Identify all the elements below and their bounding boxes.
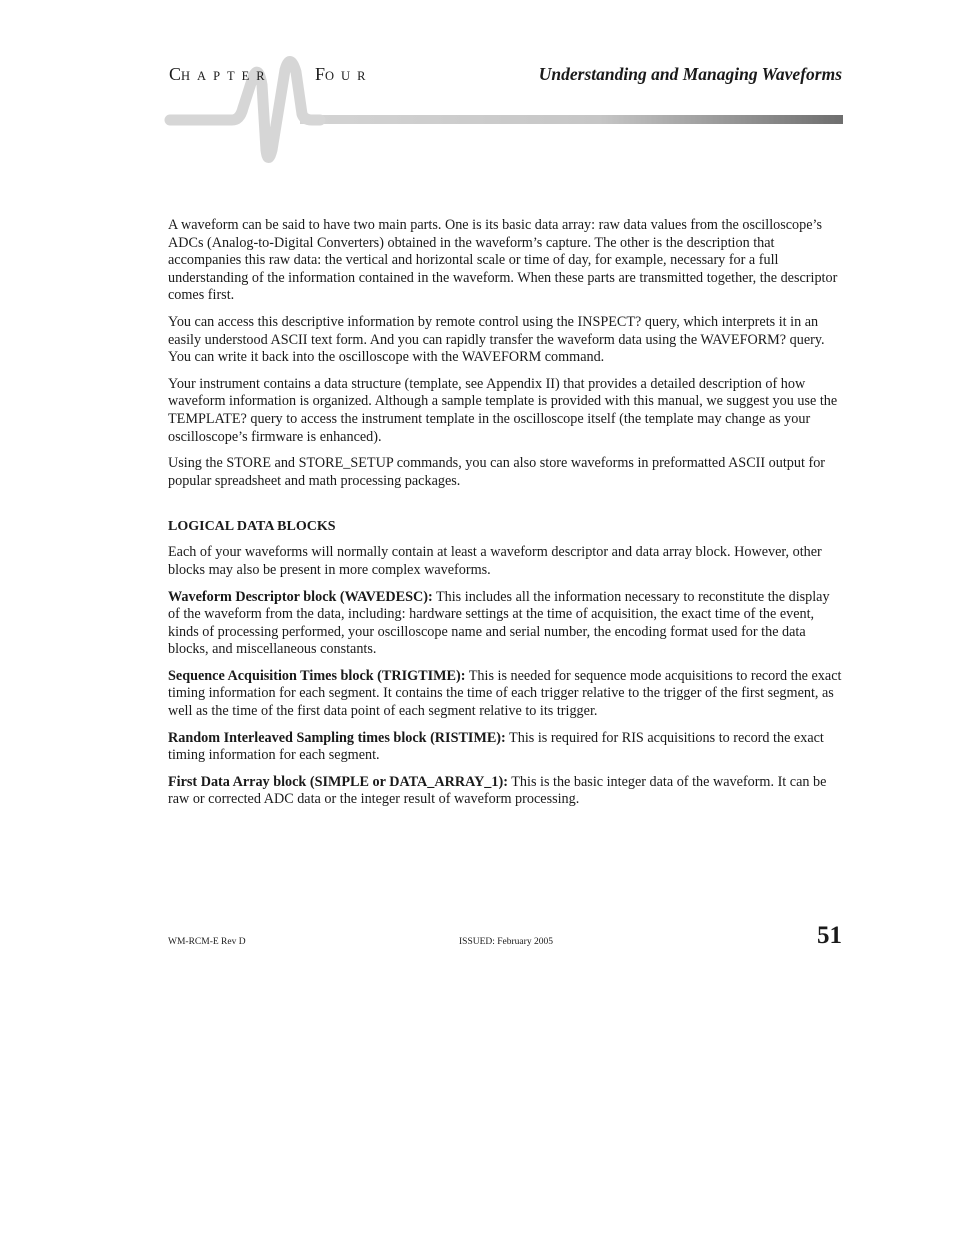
waveform-logo-graphic <box>0 0 954 190</box>
block-term: Waveform Descriptor block (WAVEDESC): <box>168 588 433 605</box>
footer-document-id: WM-RCM-E Rev D <box>168 937 246 947</box>
block-term: Sequence Acquisition Times block (TRIGTIME): <box>168 667 466 684</box>
block-text: This is required for RIS acquisitions to record the exact timing information for each segment. <box>168 729 824 764</box>
block-description-trigtime <box>168 668 844 721</box>
chapter-word2-initial: F <box>315 64 326 84</box>
block-text: This includes all the information necessary to reconstitute the display of the waveform from the data, including: hardware settings at the time of acquisition, the exact time of the event, kinds of processing performed, your oscilloscope name and serial number, the encoding format used for the data blocks, and miscellaneous constants. <box>168 588 830 658</box>
block-text: This is the basic integer data of the waveform. It can be raw or corrected ADC data or the integer result of waveform processing. <box>168 773 827 808</box>
intro-paragraph-3: Your instrument contains a data structure (template, see Appendix II) that provides a detailed description of how waveform information is organized. Although a sample template is provided with this manual, we suggest you use the TEMPLATE? query to access the instrument template in the oscilloscope itself (the template may change as your oscilloscope’s firmware is enhanced). <box>168 375 838 445</box>
main-content <box>168 217 844 818</box>
page-number: 51 <box>817 922 842 949</box>
block-text: This is needed for sequence mode acquisitions to record the exact timing information for each segment. It contains the time of each trigger relative to the trigger of the first segment, as well as the time of the first data point of each segment relative to its trigger. <box>168 667 842 720</box>
block-term: First Data Array block (SIMPLE or DATA_ARRAY_1): <box>168 773 508 790</box>
header-rule <box>300 115 843 124</box>
intro-paragraph-1: A waveform can be said to have two main parts. One is its basic data array: raw data values from the oscilloscope’s ADCs (Analog-to-Digital Converters) obtained in the waveform’s capture. The other is the description that accompanies this raw data: the vertical and horizontal scale or time of day, for example, necessary for a full understanding of the information contained in the waveform. When these parts are transmitted together, the descriptor comes first. <box>168 217 838 304</box>
logical-data-blocks-heading: LOGICAL DATA BLOCKS <box>168 519 336 535</box>
chapter-word1-rest: HAPTER <box>181 69 272 83</box>
intro-paragraph-2: You can access this descriptive information by remote control using the INSPECT? query, which interprets it in an easily understood ASCII text form. And you can rapidly transfer the waveform data using the WAVEFORM? query. You can write it back into the oscilloscope with the WAVEFORM command. <box>168 313 825 366</box>
page-header <box>0 0 954 190</box>
chapter-word1-initial: C <box>169 64 182 84</box>
footer-issued-date: ISSUED: February 2005 <box>459 937 553 947</box>
section-title: Understanding and Managing Waveforms <box>538 64 842 84</box>
block-term: Random Interleaved Sampling times block (RISTIME): <box>168 729 506 746</box>
block-description-wavedesc <box>168 589 844 659</box>
block-description-ristime <box>168 730 844 765</box>
chapter-word2-rest: OUR <box>325 69 373 83</box>
block-description-simple <box>168 774 844 809</box>
intro-paragraph-4: Using the STORE and STORE_SETUP commands, you can also store waveforms in preformatted ASCII output for popular spreadsheet and math processing packages. <box>168 455 826 489</box>
logical-intro-paragraph: Each of your waveforms will normally contain at least a waveform descriptor and data array block. However, other blocks may also be present in more complex waveforms. <box>168 544 822 578</box>
